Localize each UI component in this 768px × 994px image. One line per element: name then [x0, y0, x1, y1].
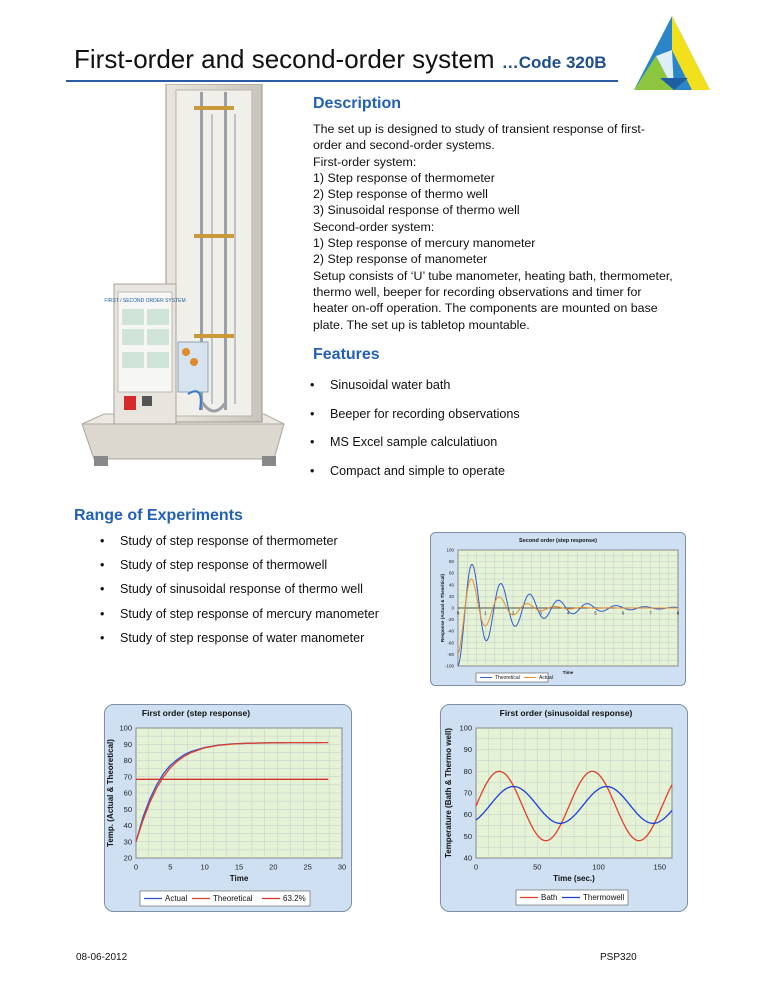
x-axis-label: Time	[229, 874, 249, 883]
x-tick-label: 150	[653, 862, 667, 872]
x-tick-label: 25	[303, 862, 312, 872]
x-tick-label: 15	[234, 862, 244, 872]
chart-first-order-sine	[440, 704, 688, 912]
x-tick-label: 50	[533, 862, 542, 872]
x-tick-label: 1	[484, 610, 487, 616]
list-item: • MS Excel sample calculatiuon	[310, 435, 520, 464]
legend-label: Theoretical	[495, 675, 520, 682]
chart-second-order-step	[430, 532, 686, 686]
x-axis-label: Time (sec.)	[553, 874, 595, 883]
legend-label: 63.2%	[283, 894, 306, 904]
chart-first-order-step	[104, 704, 352, 912]
x-tick-label: 5	[594, 610, 597, 616]
description-line: 2) Step response of thermo well	[313, 187, 488, 202]
list-item: • Compact and simple to operate	[310, 464, 520, 493]
y-tick-label: 50	[123, 804, 132, 814]
x-tick-label: 100	[592, 862, 605, 872]
x-tick-label: 8	[676, 610, 680, 616]
x-axis-label: Time	[562, 670, 574, 675]
y-axis-label: Temp. (Actual & Theoretical)	[106, 739, 115, 847]
y-tick-label: 50	[463, 831, 472, 841]
list-item: • Study of step response of mercury manometer	[100, 607, 379, 631]
company-logo	[630, 12, 714, 102]
title-text: First-order and second-order system	[74, 44, 495, 74]
y-tick-label: 70	[463, 788, 472, 798]
y-tick-label: 80	[123, 756, 132, 765]
footer-code: PSP320	[600, 952, 637, 963]
legend-label: Theoretical	[213, 894, 253, 904]
x-tick-label: 30	[337, 862, 347, 872]
chart-title: First order (step response)	[141, 708, 251, 718]
y-tick-label: 60	[123, 788, 132, 798]
y-axis-label: Response (Actual & Theoritical)	[440, 573, 445, 643]
description-body	[313, 121, 673, 333]
list-item: • Study of step response of water manometer	[100, 631, 379, 655]
y-tick-label: 0	[451, 605, 454, 611]
experiments-list	[100, 534, 379, 655]
x-tick-label: 20	[269, 862, 278, 872]
x-tick-label: 2	[511, 610, 515, 616]
x-tick-label: 10	[200, 862, 209, 872]
y-tick-label: -80	[447, 651, 454, 657]
description-line: 1) Step response of mercury manometer	[313, 236, 536, 251]
y-tick-label: 100	[119, 723, 132, 733]
panel-label: FIRST / SECOND ORDER SYSTEM	[104, 298, 186, 304]
experiments-heading: Range of Experiments	[74, 507, 243, 524]
y-tick-label: 20	[448, 593, 454, 599]
title-underline	[66, 80, 618, 82]
y-tick-label: -40	[447, 628, 454, 634]
legend-label: Bath	[541, 893, 558, 903]
y-tick-label: 30	[123, 837, 132, 847]
y-tick-label: 60	[448, 570, 454, 576]
x-tick-label: 0	[133, 862, 139, 872]
y-tick-label: 60	[463, 810, 472, 820]
features-heading: Features	[313, 346, 380, 363]
chart-title: First order (sinusoidal response)	[499, 708, 633, 718]
description-line: First-order system:	[313, 154, 417, 169]
y-tick-label: 40	[448, 582, 454, 588]
legend-label: Thermowell	[583, 893, 625, 903]
footer-date: 08-06-2012	[76, 952, 128, 963]
features-list	[310, 378, 520, 492]
y-tick-label: 40	[463, 853, 472, 863]
description-line: 1) Step response of thermometer	[313, 170, 495, 185]
list-item: • Sinusoidal water bath	[310, 378, 520, 407]
description-line: Second-order system:	[313, 219, 435, 234]
x-tick-label: 6	[621, 610, 625, 616]
y-tick-label: 100	[446, 547, 454, 553]
y-tick-label: -100	[444, 663, 454, 669]
x-tick-label: 4	[566, 610, 570, 616]
list-item: • Study of step response of thermometer	[100, 534, 379, 558]
y-tick-label: 40	[123, 821, 132, 830]
legend-label: Actual	[165, 894, 188, 904]
y-tick-label: 90	[123, 739, 132, 749]
description-line: The set up is designed to study of transient response of first-order and second-order systems.	[313, 122, 645, 153]
y-tick-label: 70	[123, 772, 132, 782]
list-item: • Study of step response of thermowell	[100, 558, 379, 582]
x-tick-label: 0	[473, 862, 479, 872]
y-tick-label: -60	[447, 640, 454, 646]
list-item: • Study of sinusoidal response of thermo well	[100, 582, 379, 606]
y-tick-label: 20	[123, 853, 132, 863]
y-tick-label: 90	[463, 745, 472, 755]
x-tick-label: 3	[539, 610, 542, 616]
x-tick-label: 5	[168, 862, 173, 872]
x-tick-label: 0	[456, 610, 460, 616]
description-line: Setup consists of ‘U’ tube manometer, heating bath, thermometer, thermo well, beeper for recording observations and timer for heater on-off operation. The components are mounted on base plate. The set up is tabletop mountable.	[313, 268, 673, 332]
y-tick-label: 80	[448, 559, 454, 565]
y-tick-label: 80	[463, 766, 472, 776]
description-line: 2) Step response of manometer	[313, 252, 488, 267]
y-tick-label: -20	[447, 617, 454, 623]
description-heading: Description	[313, 95, 402, 112]
product-code: …Code 320B	[501, 53, 607, 72]
page-title	[74, 44, 607, 75]
equipment-illustration	[74, 84, 294, 480]
y-tick-label: 100	[459, 723, 472, 733]
y-axis-label: Temperature (Bath & Thermo well)	[444, 727, 453, 859]
list-item: • Beeper for recording observations	[310, 407, 520, 436]
chart-title: Second order (step response)	[519, 538, 597, 544]
description-line: 3) Sinusoidal response of thermo well	[313, 203, 520, 218]
legend-label: Actual	[539, 675, 553, 682]
x-tick-label: 7	[649, 610, 652, 616]
